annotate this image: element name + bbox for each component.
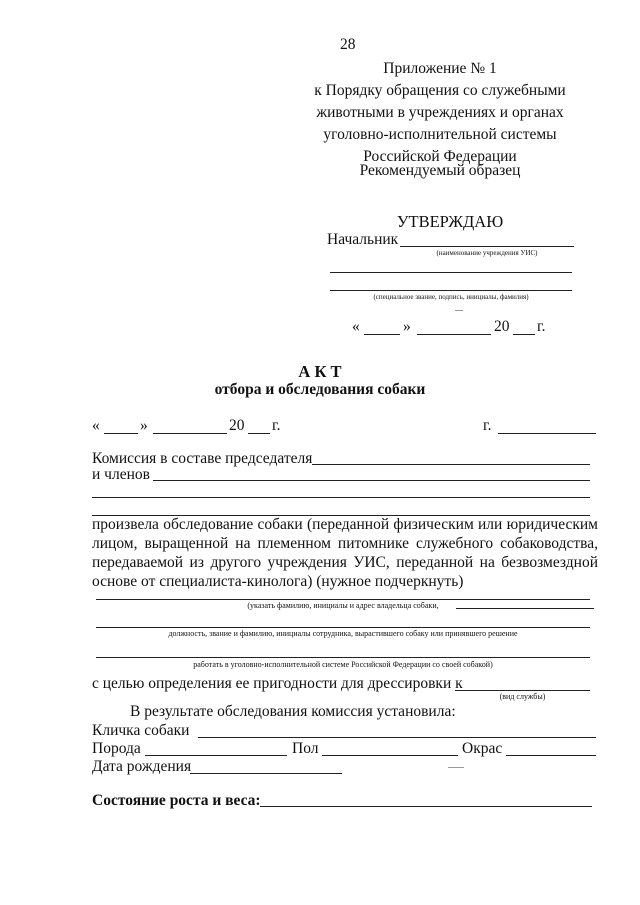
chief-label: Начальник [327,231,399,248]
color-line[interactable] [506,755,596,756]
growth-line[interactable] [260,806,592,807]
findings-intro: В результате обследования комиссия установила: [130,703,456,720]
service-type-caption: (вид службы) [499,692,546,701]
act-title: А К Т [298,362,342,381]
appendix-block [290,58,590,168]
commission-members-label: и членов [92,466,150,483]
commission-members-line-1[interactable] [153,480,590,481]
body-paragraph [92,515,598,591]
breed-line[interactable] [145,755,287,756]
breed-label: Порода [92,740,141,757]
approve-year-line[interactable] [513,334,535,335]
approve-month-line[interactable] [417,334,491,335]
approve-extra-line[interactable] [330,272,572,273]
appendix-line-1: к Порядку обращения со служебными [314,82,566,99]
service-type-line[interactable] [455,690,590,691]
approve-sign-line[interactable] [330,290,572,291]
appendix-line-2: животными в учреждениях и органах [316,104,564,121]
position-caption: должность, звание и фамилию, инициалы сотрудника, вырастившего собаку или принявшего решение [168,629,518,638]
commission-chair-line[interactable] [312,464,590,465]
owner-line[interactable] [96,599,590,600]
scan-speck-2 [448,767,464,768]
recommended-sample: Рекомендуемый образец [359,162,521,179]
commission-members-line-2[interactable] [92,497,590,498]
work-line[interactable] [96,657,590,658]
sex-label: Пол [292,740,319,757]
page-number: 28 [340,36,356,53]
color-label: Окрас [462,740,503,757]
act-subtitle: отбора и обследования собаки [214,381,426,398]
work-caption: работать в уголовно-исполнительной системе Российской Федерации со своей собакой) [193,660,493,669]
chief-institution-caption: (наименование учреждения УИС) [436,249,538,257]
nickname-label: Кличка собаки [92,722,190,739]
commission-chair-label: Комиссия в составе председателя [92,450,313,467]
birth-line[interactable] [190,773,342,774]
act-date-mid: » [140,417,148,434]
act-date-g: г. [272,417,281,434]
appendix-line-4: Российской Федерации [363,148,517,165]
approve-date-g: г. [537,318,546,335]
approve-date-open: « [352,318,360,335]
scan-speck [455,310,463,311]
act-date-year: 20 [229,417,245,434]
act-city-g: г. [483,417,492,434]
act-city-line[interactable] [498,433,596,434]
position-line[interactable] [96,627,590,628]
act-year-line[interactable] [248,433,270,434]
purpose-label: с целью определения ее пригодности для дрессировки к [92,675,463,692]
chief-institution-line[interactable] [400,246,574,247]
approve-title: УТВЕРЖДАЮ [396,212,504,231]
act-month-line[interactable] [153,433,227,434]
nickname-line[interactable] [198,737,596,738]
act-day-line[interactable] [104,433,138,434]
growth-label: Состояние роста и веса: [92,792,261,809]
act-date-open: « [92,417,100,434]
approve-date-year: 20 [494,318,510,335]
approve-day-line[interactable] [364,334,400,335]
appendix-title: Приложение № 1 [383,60,497,77]
approve-date-mid: » [403,318,411,335]
body-paragraph-text: произвела обследование собаки (переданной физическим или юридическим лицом, выращенной на племенном питомнике служебного собаководства, передаваемой из другого учреждения УИС, переданной на безвозмездной основе от специалиста-кинолога) (нужное подчеркнуть) [92,516,598,590]
sex-line[interactable] [322,755,458,756]
birth-label: Дата рождения [92,758,192,775]
owner-caption: (указать фамилию, инициалы и адрес владельца собаки, [247,601,439,610]
approve-sign-caption: (специальное звание, подпись, инициалы, фамилия) [373,293,529,301]
appendix-line-3: уголовно-исполнительной системы [323,126,557,143]
